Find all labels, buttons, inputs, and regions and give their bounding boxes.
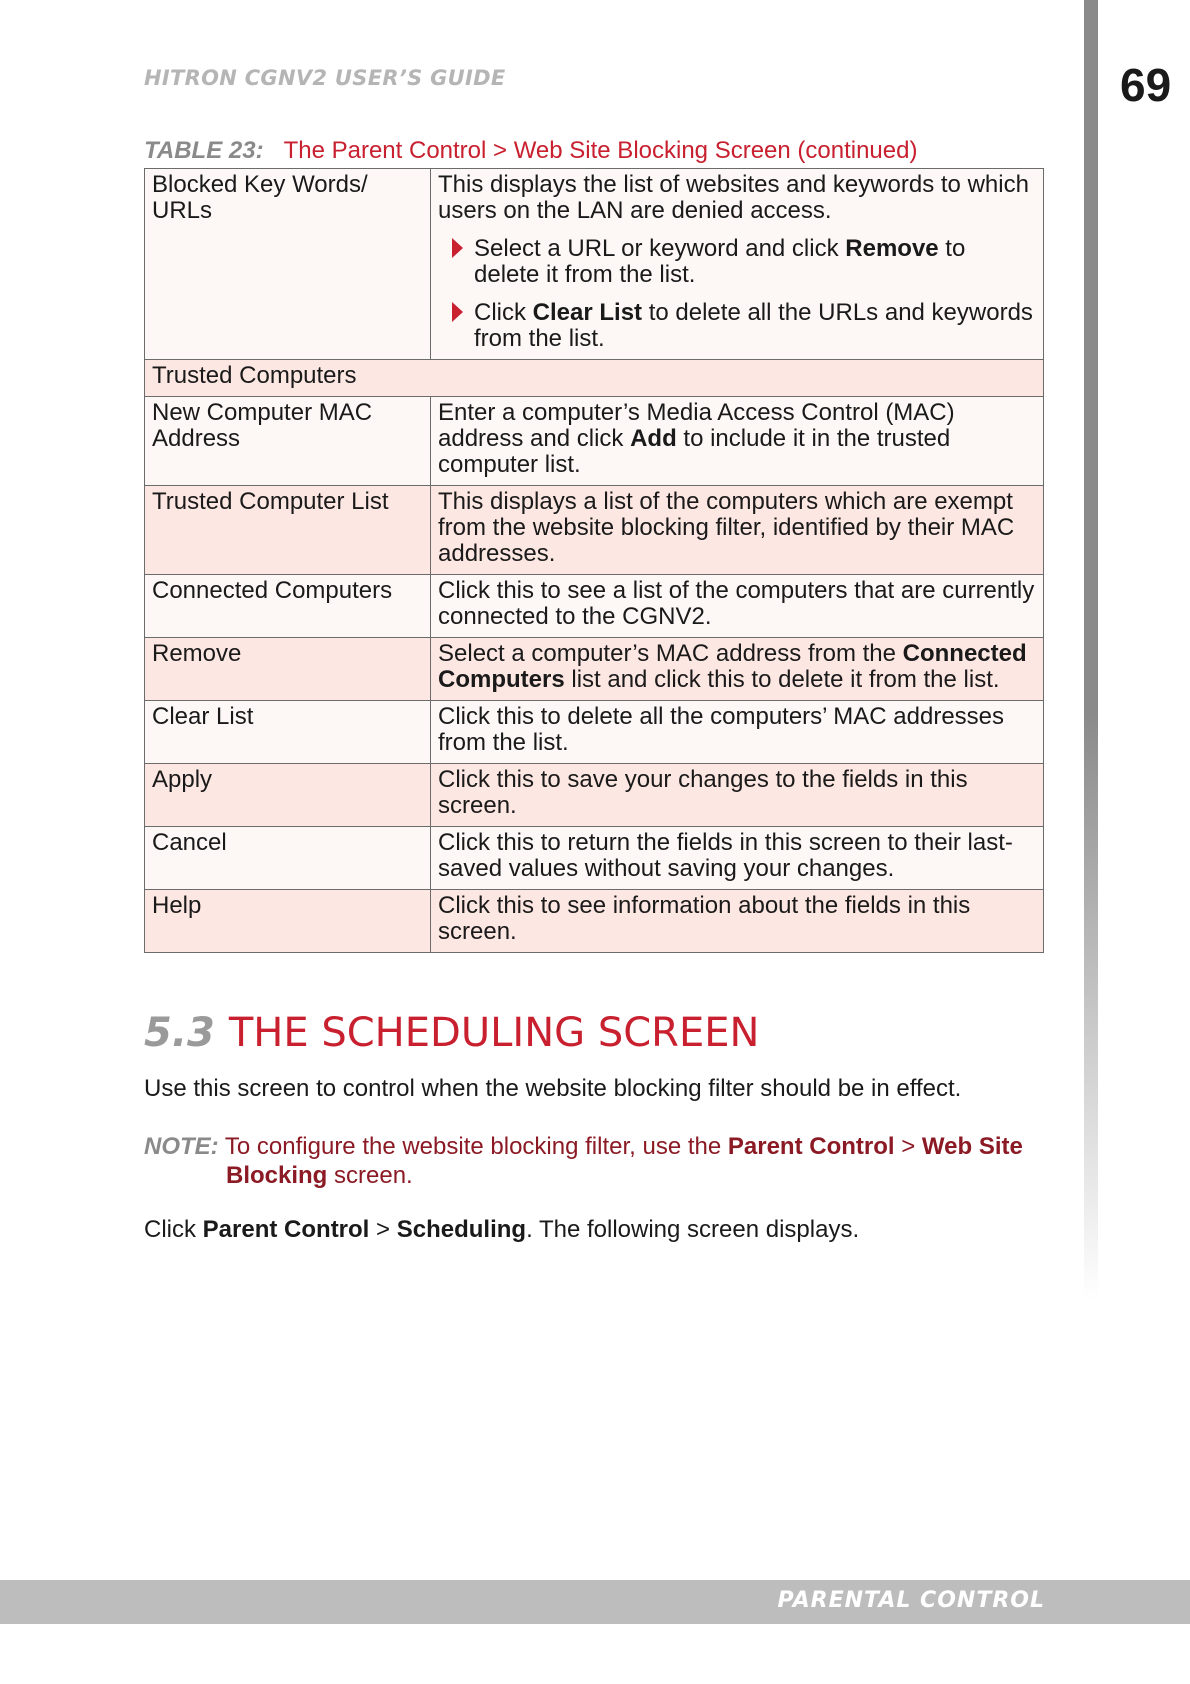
row-description: Enter a computer’s Media Access Control (MAC) address and click Add to include it in the trusted computer list. (431, 397, 1044, 486)
section-title: THE SCHEDULING SCREEN (228, 1010, 760, 1056)
section-intro: Use this screen to control when the website blocking filter should be in effect. (144, 1075, 962, 1102)
running-header: HITRON CGNV2 USER’S GUIDE (144, 66, 506, 90)
click-instruction: Click Parent Control > Scheduling. The following screen displays. (144, 1216, 860, 1243)
note-paragraph: NOTE: To configure the website blocking filter, use the Parent Control > Web Site Blocking screen. (144, 1133, 1023, 1189)
row-description: Click this to delete all the computers’ MAC addresses from the list. (431, 701, 1044, 764)
row-description: This displays the list of websites and keywords to which users on the LAN are denied access. Select a URL or keyword and click Remove to delete it from the list. Click Clear List to delete all the URLs and keywords from the list. (431, 169, 1044, 360)
row-label: Remove (145, 638, 431, 701)
section-number: 5.3 (144, 1010, 215, 1056)
note-label: NOTE: (144, 1133, 219, 1160)
table-caption (144, 137, 917, 165)
arrow-bullet-icon (452, 238, 463, 258)
row-description: Select a computer’s MAC address from the Connected Computers list and click this to delete it from the list. (431, 638, 1044, 701)
table-row (145, 486, 1044, 575)
table-row (145, 890, 1044, 953)
section-label: Trusted Computers (145, 360, 1044, 397)
page-edge-bar (1084, 0, 1098, 1300)
row-label: Help (145, 890, 431, 953)
list-item: Click Clear List to delete all the URLs and keywords from the list. (438, 300, 1035, 352)
row-label: Trusted Computer List (145, 486, 431, 575)
table-row (145, 764, 1044, 827)
row-description: Click this to see information about the fields in this screen. (431, 890, 1044, 953)
table-caption-title: The Parent Control > Web Site Blocking Screen (continued) (283, 137, 918, 164)
row-label: Clear List (145, 701, 431, 764)
table-row (145, 575, 1044, 638)
section-heading (144, 1010, 759, 1056)
row-label: New Computer MAC Address (145, 397, 431, 486)
row-description: Click this to return the fields in this screen to their last-saved values without saving your changes. (431, 827, 1044, 890)
row-label: Cancel (145, 827, 431, 890)
table-row (145, 701, 1044, 764)
row-label: Blocked Key Words/ URLs (145, 169, 431, 360)
table-row (145, 169, 1044, 360)
table-row (145, 397, 1044, 486)
table-section-row (145, 360, 1044, 397)
row-label: Connected Computers (145, 575, 431, 638)
parent-control-table (144, 168, 1044, 953)
page-number: 69 (1120, 59, 1172, 111)
footer-chapter-title: PARENTAL CONTROL (777, 1588, 1045, 1613)
list-item: Select a URL or keyword and click Remove to delete it from the list. (438, 236, 1035, 288)
arrow-bullet-icon (452, 302, 463, 322)
row-description: Click this to save your changes to the fields in this screen. (431, 764, 1044, 827)
table-caption-label: TABLE 23: (144, 137, 264, 164)
table-row (145, 827, 1044, 890)
row-description: Click this to see a list of the computers that are currently connected to the CGNV2. (431, 575, 1044, 638)
row-description: This displays a list of the computers which are exempt from the website blocking filter, identified by their MAC addresses. (431, 486, 1044, 575)
table-row (145, 638, 1044, 701)
footer-bar (0, 1580, 1190, 1624)
row-label: Apply (145, 764, 431, 827)
